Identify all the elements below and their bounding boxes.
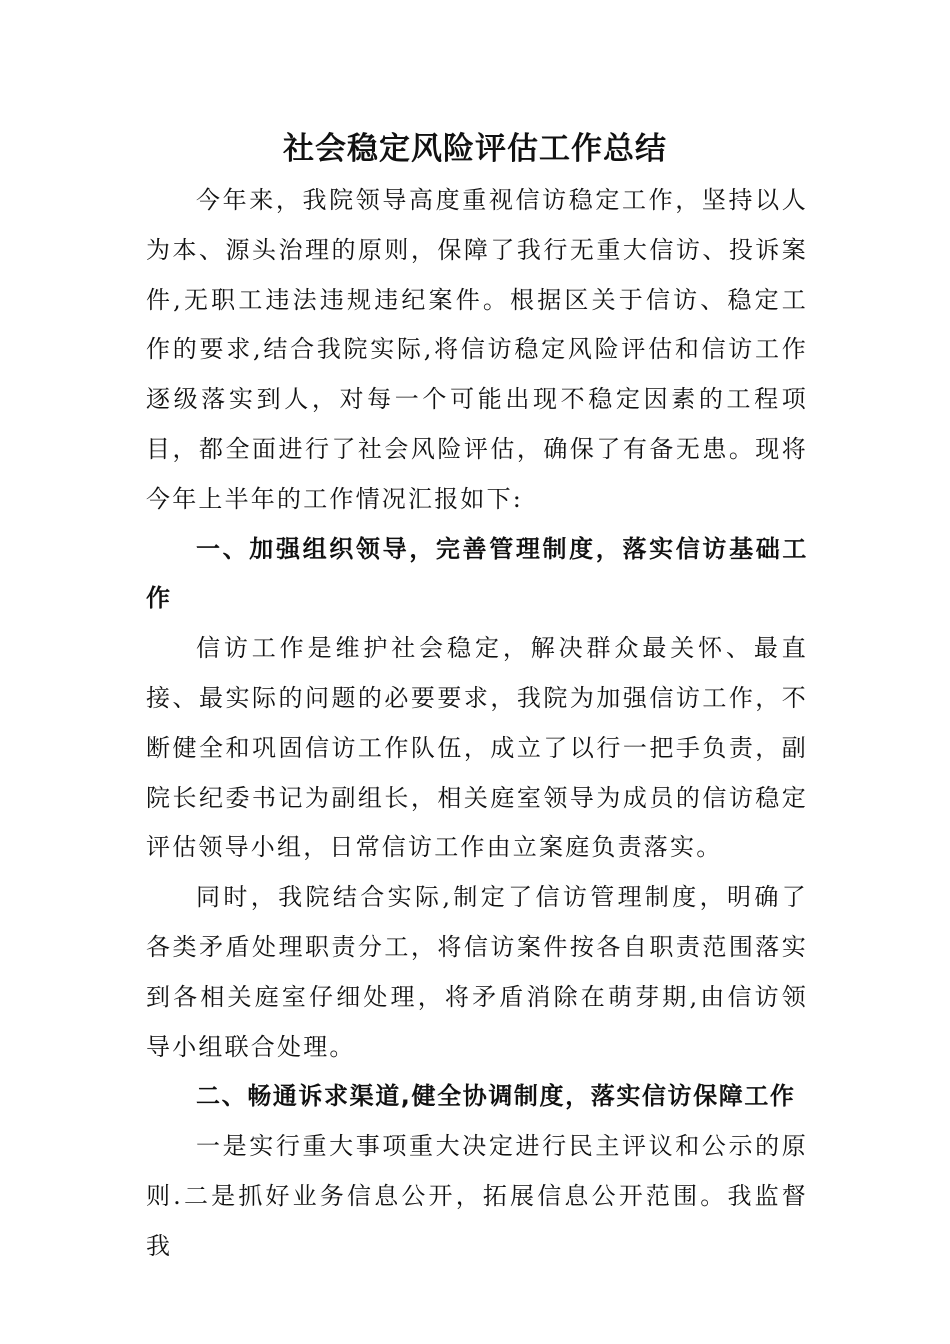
section-heading-1: 一、加强组织领导，完善管理制度，落实信访基础工作	[146, 534, 808, 613]
paragraph-intro: 今年来，我院领导高度重视信访稳定工作，坚持以人为本、源头治理的原则，保障了我行无重大信访、投诉案件,无职工违法违规违纪案件。根据区关于信访、稳定工作的要求,结合我院实际,将信访稳定风险评估和信访工作逐级落实到人，对每一个可能出现不稳定因素的工程项目，都全面进行了社会风险评估，确保了有备无患。现将今年上半年的工作情况汇报如下:	[146, 186, 808, 513]
document-title: 社会稳定风险评估工作总结	[283, 131, 667, 167]
section-heading-2: 二、畅通诉求渠道,健全协调制度，落实信访保障工作	[196, 1082, 796, 1111]
document-body	[146, 176, 808, 1272]
paragraph-section2-a: 一是实行重大事项重大决定进行民主评议和公示的原则.二是抓好业务信息公开，拓展信息公开范围。我监督我	[146, 1132, 808, 1260]
paragraph-section1-b: 同时，我院结合实际,制定了信访管理制度，明确了各类矛盾处理职责分工，将信访案件按各自职责范围落实到各相关庭室仔细处理，将矛盾消除在萌芽期,由信访领导小组联合处理。	[146, 883, 808, 1061]
paragraph-section1-a: 信访工作是维护社会稳定，解决群众最关怀、最直接、最实际的问题的必要要求，我院为加强信访工作，不断健全和巩固信访工作队伍，成立了以行一把手负责，副院长纪委书记为副组长，相关庭室领导为成员的信访稳定评估领导小组，日常信访工作由立案庭负责落实。	[146, 634, 808, 862]
